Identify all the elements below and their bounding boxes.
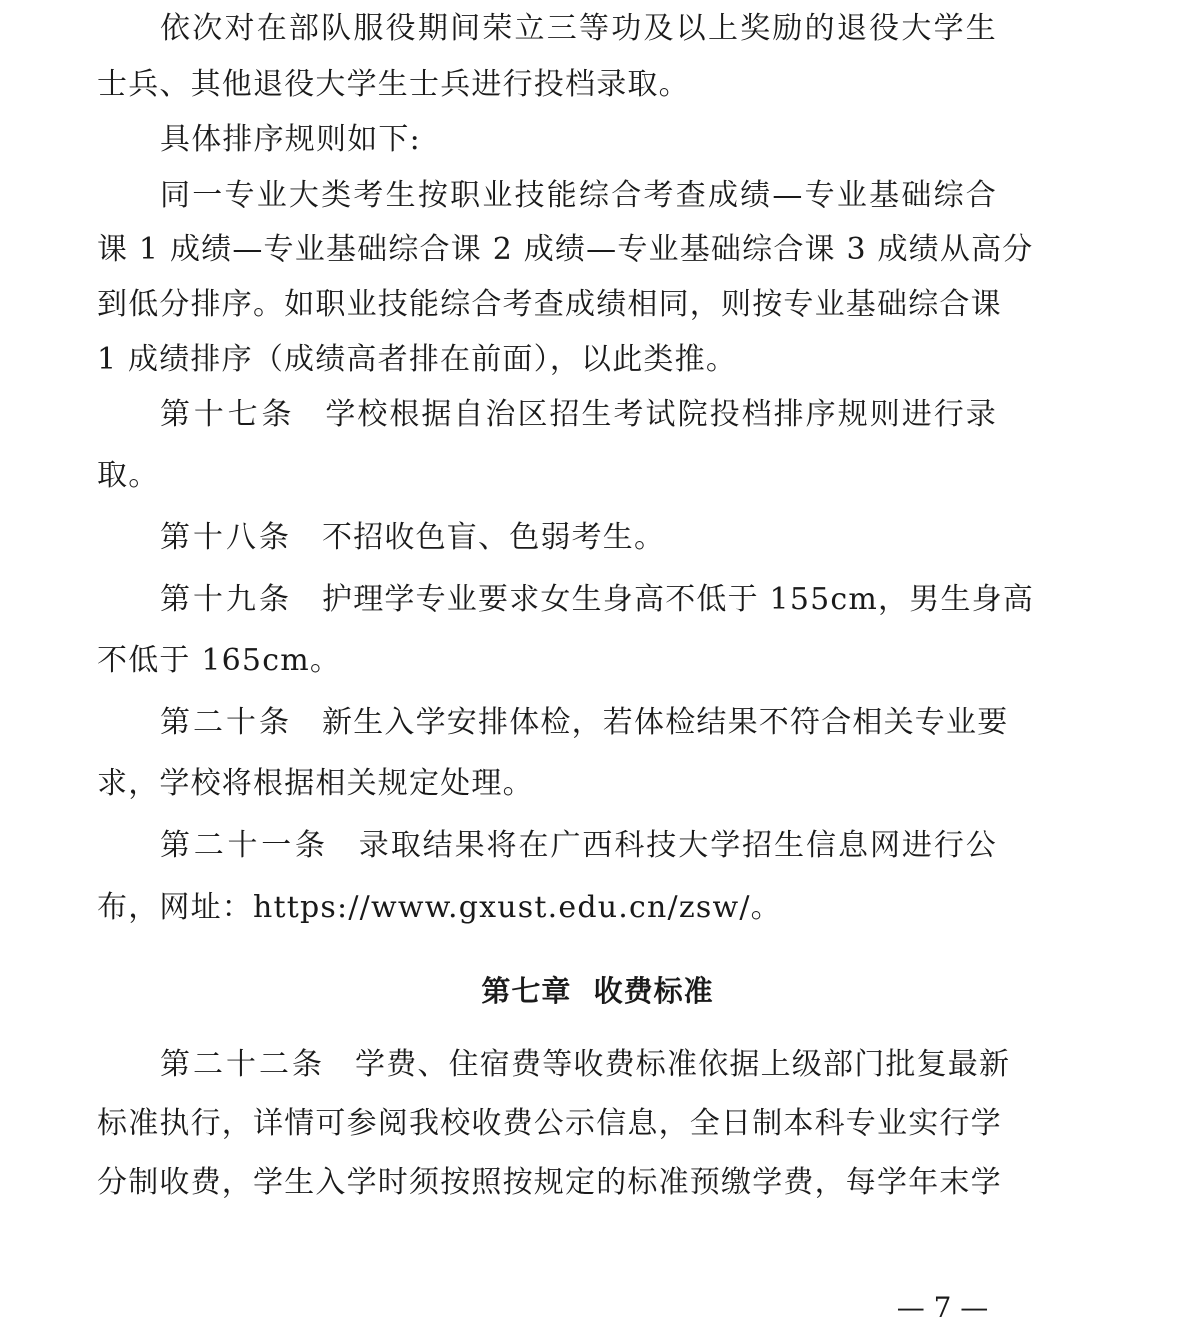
paragraph-line: 到低分排序。如职业技能综合考查成绩相同，则按专业基础综合课: [97, 287, 1002, 322]
article-text: 学校根据自治区招生考试院投档排序规则进行录: [325, 397, 998, 432]
article-22: [160, 1045, 1011, 1085]
article-19: [160, 580, 1035, 620]
article-21: [160, 826, 997, 866]
article-heading: 第十九条: [160, 582, 292, 617]
paragraph-line: 分制收费，学生入学时须按照按规定的标准预缴学费，每学年末学: [97, 1165, 1002, 1200]
paragraph-line: 标准执行，详情可参阅我校收费公示信息，全日制本科专业实行学: [97, 1106, 1002, 1141]
paragraph-line: 具体排序规则如下:: [160, 122, 421, 157]
article-text: 护理学专业要求女生身高不低于 155cm，男生身高: [322, 582, 1035, 617]
article-17: [160, 395, 997, 435]
paragraph-line: 1 成绩排序（成绩高者排在前面），以此类推。: [97, 342, 738, 377]
paragraph-line: 不低于 165cm。: [97, 643, 342, 678]
article-heading: 第二十二条: [160, 1047, 325, 1082]
article-heading: 第二十一条: [160, 828, 329, 863]
article-text: 学费、住宿费等收费标准依据上级部门批复最新: [355, 1047, 1011, 1082]
article-heading: 第十七条: [160, 397, 296, 432]
paragraph-line: 取。: [97, 458, 160, 493]
article-18: [160, 518, 997, 558]
paragraph-line: 依次对在部队服役期间荣立三等功及以上奖励的退役大学生: [160, 11, 997, 46]
paragraph-line: 士兵、其他退役大学生士兵进行投档录取。: [97, 67, 690, 102]
article-text: 不招收色盲、色弱考生。: [322, 520, 666, 555]
article-text: 录取结果将在广西科技大学招生信息网进行公: [358, 828, 997, 863]
paragraph-line: 课 1 成绩—专业基础综合课 2 成绩—专业基础综合课 3 成绩从高分: [97, 232, 1034, 267]
page-number: — 7 —: [896, 1291, 989, 1324]
article-20: [160, 703, 1009, 743]
paragraph-line: 求，学校将根据相关规定处理。: [97, 766, 534, 801]
article-text: 新生入学安排体检，若体检结果不符合相关专业要: [322, 705, 1009, 740]
article-heading: 第十八条: [160, 520, 292, 555]
paragraph-line: 同一专业大类考生按职业技能综合考查成绩—专业基础综合: [160, 178, 997, 213]
article-heading: 第二十条: [160, 705, 292, 740]
paragraph-line: 布，网址：https://www.gxust.edu.cn/zsw/。: [97, 890, 782, 925]
chapter-title: 第七章 收费标准: [481, 974, 714, 1008]
